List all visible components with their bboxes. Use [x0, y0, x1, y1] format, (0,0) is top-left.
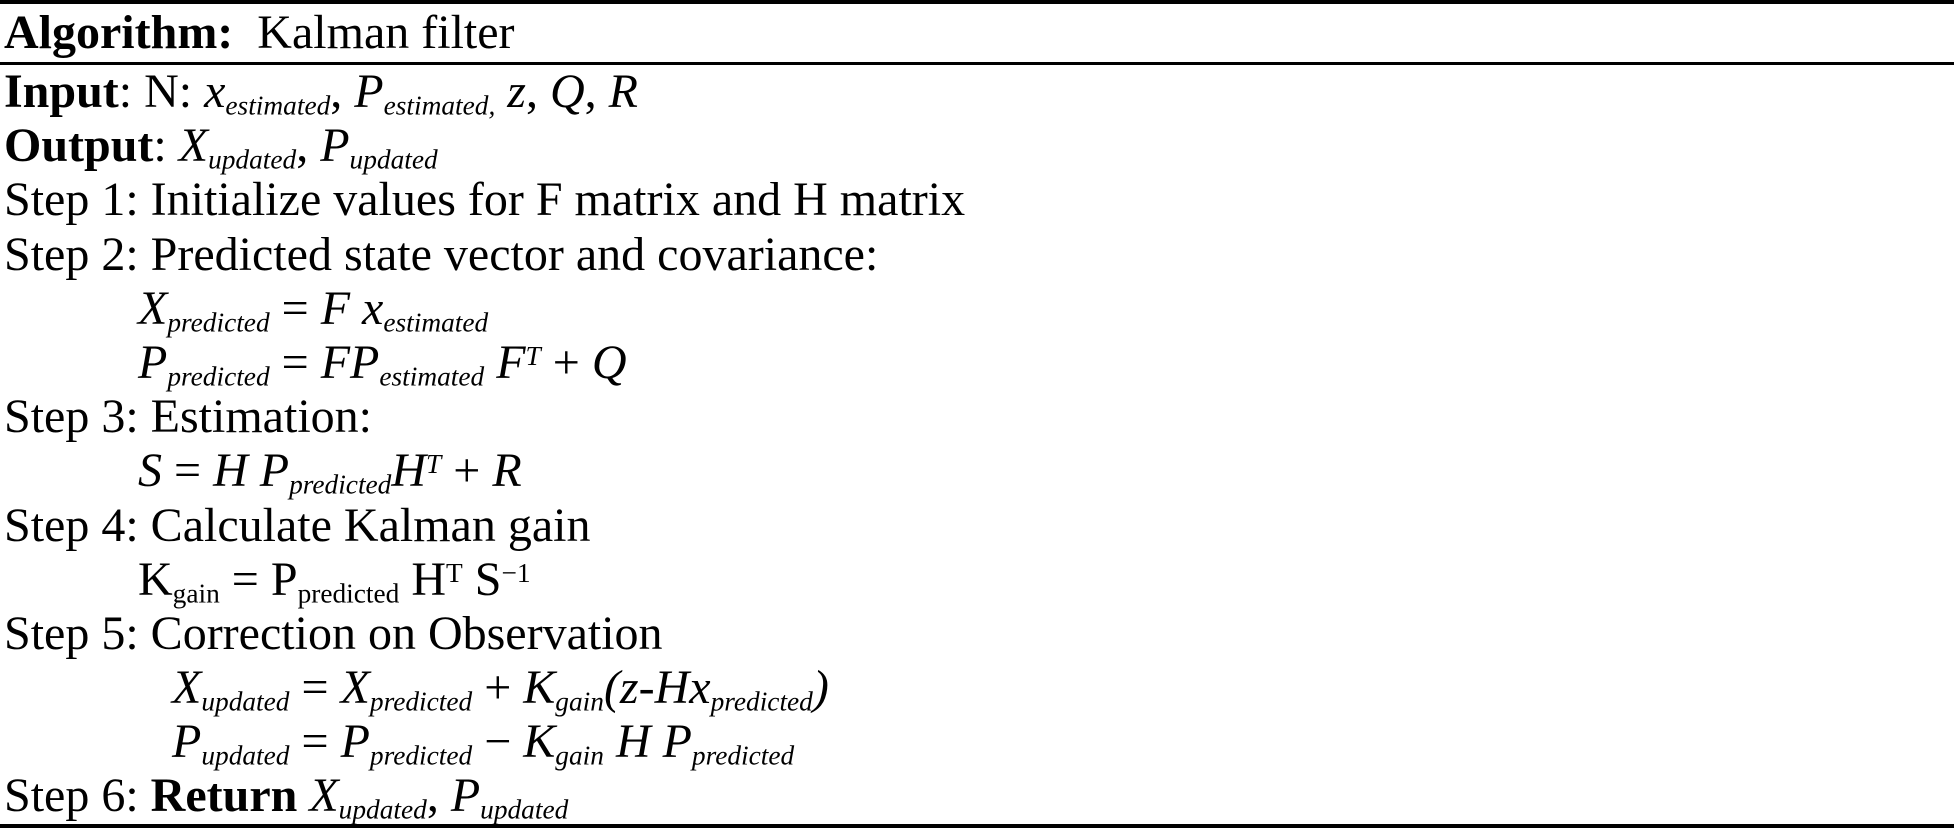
algorithm-title: Kalman filter [257, 6, 515, 59]
text-segment: z-Hx [619, 661, 711, 715]
text-segment: X [309, 769, 339, 823]
text-segment: Return [150, 769, 310, 823]
text-segment: predicted [369, 686, 473, 717]
text-segment: K [138, 552, 173, 606]
text-segment: updated [349, 144, 438, 175]
step-4-line [0, 499, 1954, 553]
text-segment: Step 1: Initialize values for F matrix and H matrix [4, 173, 966, 227]
text-segment: updated [338, 795, 427, 826]
algorithm-steps [0, 65, 1954, 824]
text-segment: = [269, 281, 321, 335]
text-segment: P [354, 65, 384, 118]
algorithm-header [0, 4, 1954, 62]
text-segment: gain [555, 686, 604, 717]
text-segment: gain [555, 740, 604, 771]
text-segment [484, 336, 496, 389]
text-segment: gain [172, 578, 220, 609]
text-segment [495, 65, 507, 118]
text-segment: P [172, 715, 202, 769]
text-segment: R [492, 444, 522, 498]
text-segment: predicted [167, 307, 270, 338]
text-segment: = [289, 715, 341, 769]
text-segment: P [270, 552, 298, 606]
text-segment: S [462, 552, 502, 606]
text-segment: H [399, 552, 447, 606]
text-segment: Step 4: Calculate Kalman gain [4, 498, 591, 552]
text-segment: F [496, 335, 526, 389]
text-segment: H P [615, 715, 692, 769]
step-6-line [0, 769, 1954, 826]
text-segment: = [289, 661, 341, 715]
text-segment: updated [201, 740, 290, 771]
text-segment: P [450, 769, 481, 823]
step-2-line [0, 228, 1954, 282]
text-segment: P [138, 335, 168, 389]
text-segment: + [441, 444, 493, 498]
text-segment: updated [201, 686, 290, 717]
text-segment: : [153, 119, 179, 173]
algorithm-header-label: Algorithm: [4, 6, 234, 59]
text-segment: Step 2: Predicted state vector and covariance: [4, 227, 879, 281]
text-segment: FP [320, 335, 380, 389]
text-segment: predicted [369, 740, 473, 771]
eq-covariance-update [0, 715, 1954, 769]
eq-state-update [0, 661, 1954, 715]
text-segment: Step 6: [4, 769, 151, 823]
text-segment: K [523, 661, 556, 715]
text-segment: predicted [691, 740, 795, 771]
text-segment: , [426, 769, 451, 823]
text-segment: predicted [289, 469, 392, 500]
text-segment: S [138, 444, 162, 498]
text-segment: H [391, 444, 427, 498]
text-segment: = [219, 552, 271, 606]
text-segment: Input [4, 65, 119, 118]
text-segment: , [525, 65, 550, 118]
text-segment: − [472, 715, 524, 769]
text-segment: estimated, [383, 90, 496, 121]
step-3-line [0, 390, 1954, 444]
text-segment: + [540, 335, 592, 389]
text-segment: T [525, 340, 541, 371]
text-segment: , [330, 65, 355, 118]
text-segment: predicted [167, 361, 270, 392]
text-segment: X [172, 661, 202, 715]
output-line [0, 119, 1954, 173]
text-segment: estimated [383, 307, 489, 338]
text-segment: P [320, 119, 350, 173]
text-segment: + [472, 661, 524, 715]
text-segment: x [204, 65, 226, 118]
text-segment: predicted [710, 686, 813, 717]
text-segment: K [523, 715, 556, 769]
text-segment: P [340, 715, 370, 769]
text-segment: X [178, 119, 209, 173]
text-segment: X [340, 661, 370, 715]
step-5-line [0, 607, 1954, 661]
text-segment: = [162, 444, 214, 498]
text-segment: predicted [297, 578, 400, 609]
text-segment: ) [812, 661, 829, 715]
text-segment: X [138, 281, 168, 335]
text-segment: R [608, 65, 638, 118]
text-segment: T [446, 557, 463, 588]
text-segment: updated [480, 795, 569, 826]
step-1-line [0, 173, 1954, 227]
text-segment: F x [320, 281, 384, 335]
eq-innovation-covariance [0, 444, 1954, 498]
text-segment: Output [4, 119, 154, 173]
text-segment: = [269, 335, 321, 389]
text-segment: : N: [118, 65, 205, 118]
text-segment: Step 3: Estimation: [4, 390, 372, 444]
text-segment: −1 [501, 557, 531, 588]
text-segment: updated [208, 144, 297, 175]
text-segment: Q [591, 335, 627, 389]
text-segment [604, 715, 616, 768]
text-segment: Q [549, 65, 585, 118]
text-segment: , [584, 65, 609, 118]
text-segment: estimated [225, 90, 331, 121]
text-segment: Step 5: Correction on Observation [4, 606, 663, 660]
input-line [0, 65, 1954, 119]
eq-predicted-state [0, 282, 1954, 336]
text-segment: estimated [379, 361, 485, 392]
eq-kalman-gain [0, 553, 1954, 607]
text-segment: ( [603, 661, 620, 715]
eq-predicted-covariance [0, 336, 1954, 390]
text-segment: H P [213, 444, 290, 498]
text-segment: z [507, 65, 526, 118]
text-segment: T [426, 449, 442, 480]
text-segment: , [296, 119, 321, 173]
bottom-rule [0, 824, 1954, 828]
